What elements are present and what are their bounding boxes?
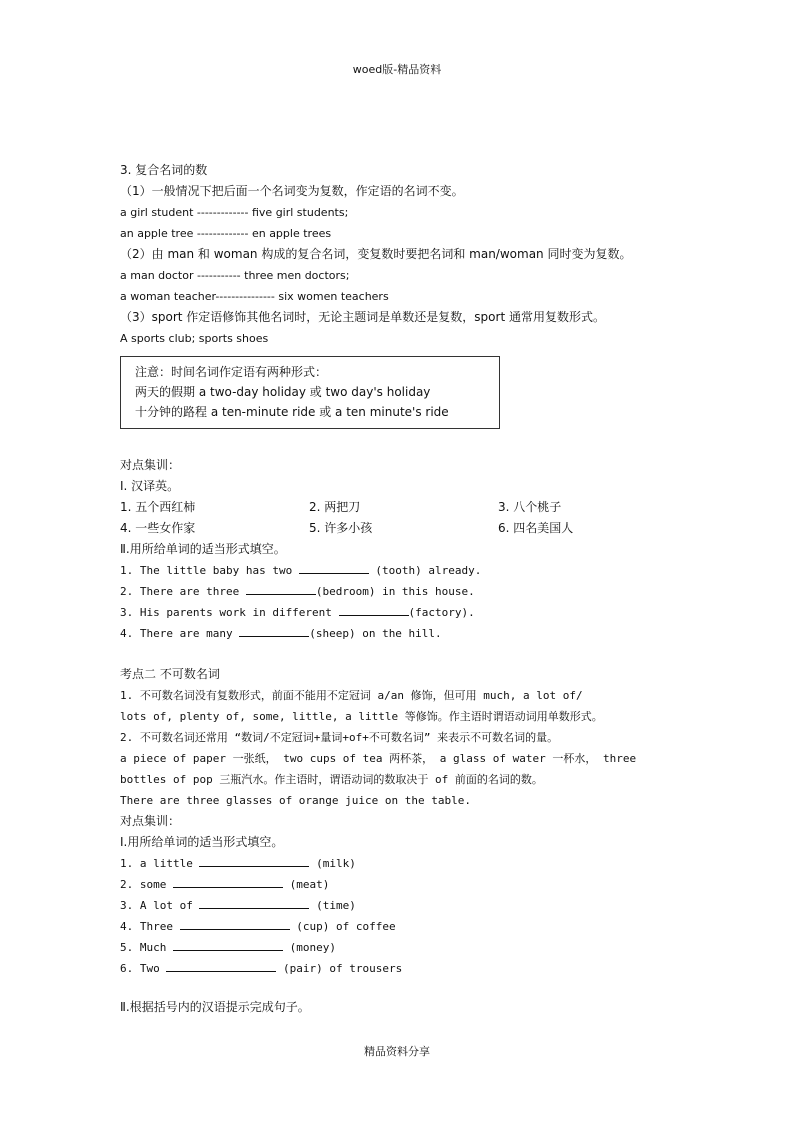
kaodian-title: 考点二 不可数名词 <box>120 667 220 681</box>
fill-item: 5. Much (money) <box>120 937 690 958</box>
example-2a: a man doctor ----------- three men doctors; <box>120 269 350 282</box>
translation-item: 2. 两把刀 <box>309 500 361 514</box>
example-3: A sports club; sports shoes <box>120 332 269 345</box>
part-ii-title: Ⅱ.用所给单词的适当形式填空。 <box>120 542 286 556</box>
fill-item: 1. a little (milk) <box>120 853 690 874</box>
example-1a: a girl student ------------- five girl students; <box>120 206 349 219</box>
translation-item: 6. 四名美国人 <box>498 521 574 535</box>
note-line-1: 两天的假期 a two-day holiday 或 two day's holiday <box>135 385 431 399</box>
answer-blank[interactable] <box>173 875 283 888</box>
fill-item: 4. There are many (sheep) on the hill. <box>120 623 690 644</box>
answer-blank[interactable] <box>199 854 309 867</box>
note-title: 注意：时间名词作定语有两种形式： <box>135 365 328 379</box>
note-box <box>120 356 500 429</box>
translation-item: 5. 许多小孩 <box>309 521 373 535</box>
page-footer: 精品资料分享 <box>364 1045 430 1058</box>
translation-item: 1. 五个西红柿 <box>120 500 196 514</box>
answer-blank[interactable] <box>180 917 290 930</box>
explanation-line: 2. 不可数名词还常用 “数词/不定冠词+量词+of+不可数名词” 来表示不可数名词的量。 <box>120 731 559 744</box>
part-i-title: Ⅰ. 汉译英。 <box>120 479 180 493</box>
fill-item: 3. His parents work in different (factory). <box>120 602 690 623</box>
answer-blank[interactable] <box>246 582 316 595</box>
practice-heading: 对点集训： <box>120 814 181 828</box>
answer-blank[interactable] <box>199 896 309 909</box>
answer-blank[interactable] <box>173 938 283 951</box>
rule-1: （1）一般情况下把后面一个名词变为复数，作定语的名词不变。 <box>120 184 464 198</box>
example-1b: an apple tree ------------- en apple trees <box>120 227 332 240</box>
translation-row-2 <box>120 518 690 539</box>
translation-item: 4. 一些女作家 <box>120 521 196 535</box>
fill-item: 1. The little baby has two (tooth) already. <box>120 560 690 581</box>
translation-item: 3. 八个桃子 <box>498 500 562 514</box>
explanation-line: lots of, plenty of, some, little, a little 等修饰。作主语时谓语动词用单数形式。 <box>120 710 603 723</box>
fill-item: 2. some (meat) <box>120 874 690 895</box>
rule-2: （2）由 man 和 woman 构成的复合名词，变复数时要把名词和 man/woman 同时变为复数。 <box>120 247 632 261</box>
document-body <box>120 160 690 1018</box>
page-header: woed版-精品资料 <box>352 63 442 76</box>
translation-row-1 <box>120 497 690 518</box>
answer-blank[interactable] <box>239 624 309 637</box>
example-sentence: There are three glasses of orange juice on the table. <box>120 794 471 807</box>
example-2b: a woman teacher--------------- six women teachers <box>120 290 389 303</box>
explanation-line: a piece of paper 一张纸， two cups of tea 两杯茶， a glass of water 一杯水， three <box>120 752 637 765</box>
fill-item: 6. Two (pair) of trousers <box>120 958 690 979</box>
fill-item: 4. Three (cup) of coffee <box>120 916 690 937</box>
section-title: 3. 复合名词的数 <box>120 163 208 177</box>
rule-3: （3）sport 作定语修饰其他名词时，无论主题词是单数还是复数，sport 通常用复数形式。 <box>120 310 605 324</box>
part-ii-title: Ⅱ.根据括号内的汉语提示完成句子。 <box>120 1000 310 1014</box>
part-i-title: Ⅰ.用所给单词的适当形式填空。 <box>120 835 284 849</box>
practice-heading: 对点集训： <box>120 458 181 472</box>
answer-blank[interactable] <box>339 603 409 616</box>
fill-item: 3. A lot of (time) <box>120 895 690 916</box>
answer-blank[interactable] <box>299 561 369 574</box>
note-line-2: 十分钟的路程 a ten-minute ride 或 a ten minute's ride <box>135 405 449 419</box>
explanation-line: 1. 不可数名词没有复数形式，前面不能用不定冠词 a/an 修饰，但可用 much, a lot of/ <box>120 689 583 702</box>
fill-item: 2. There are three (bedroom) in this house. <box>120 581 690 602</box>
explanation-line: bottles of pop 三瓶汽水。作主语时，谓语动词的数取决于 of 前面的名词的数。 <box>120 773 543 786</box>
answer-blank[interactable] <box>166 959 276 972</box>
